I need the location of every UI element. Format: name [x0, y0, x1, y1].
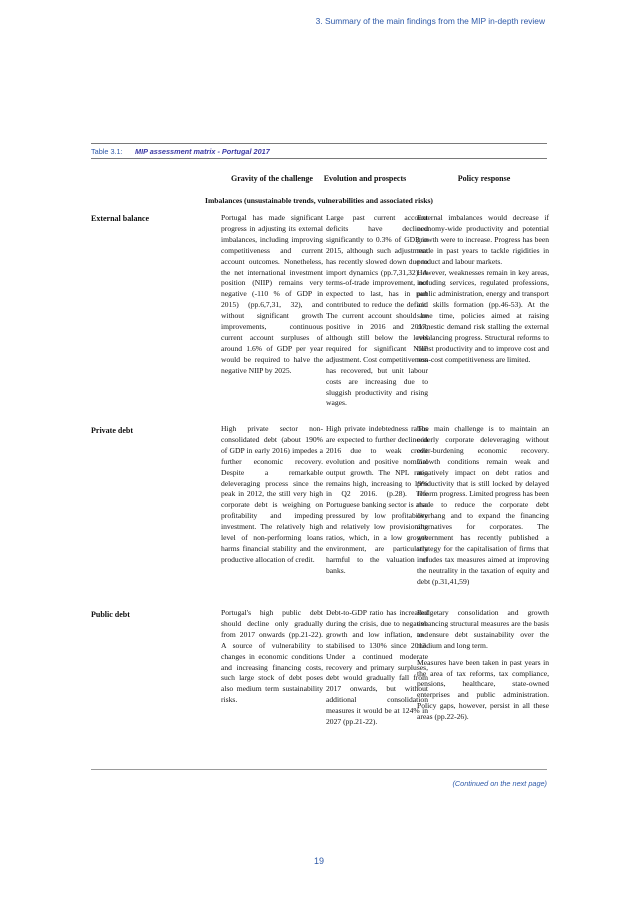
table-top-rule [91, 143, 547, 144]
cell-text: The main challenge is to maintain an orderly corporate deleveraging without over-burdening economic recovery. Growth conditions remain weak and negatively impact on debt ratios and productivity that is still locked by delayed reform progress. Limited progress has been made to reduce the corporate debt overhang and to expand the financing alternatives for corporates. The government has recently published a strategy for the capitalisation of firms that includes tax measures aimed at improving the neutrality in the taxation of equity and debt (p.31,41,59) [417, 424, 550, 586]
column-header-policy: Policy response [457, 174, 511, 183]
cell-external-evolution [326, 213, 428, 415]
table-title: MIP assessment matrix - Portugal 2017 [135, 147, 270, 156]
continued-note: (Continued on the next page) [452, 779, 547, 788]
cell-external-policy [417, 213, 549, 372]
row-label-external-balance: External balance [91, 214, 149, 223]
cell-text: Large past current account deficits have declined significantly to 0.3% of GDP in 2015, although such adjustment has recently slowed down due to import dynamics (pp.7,31,32). A terms-of-trade improvement, not expected to last, has in part contributed to reduce the deficit. The current account should be positive in 2016 and 2017, although still below the level required for significant NIIP adjustment. Cost competitiveness has recovered, but unit labour costs are increasing due to sluggish productivity and rising wages. [326, 213, 428, 408]
cell-private-gravity [221, 424, 323, 572]
cell-text: High private sector non-consolidated debt (about 190% of GDP in early 2016) impedes a further economic recovery. Despite a remarkable deleveraging process since the peak in 2012, the still very high corporate debt is weighing on profitability and impeding investment. The relatively high level of non-performing loans harms financial stability and the productive allocation of credit. [221, 424, 323, 564]
section-heading: Imbalances (unsustainable trends, vulnerabilities and associated risks) [205, 196, 433, 205]
cell-text: External imbalances would decrease if economy-wide productivity and potential growth were to increase. Progress has been made in past years to tackle rigidities in product and labour markets. [417, 213, 549, 266]
cell-text: Budgetary consolidation and growth enhancing structural measures are the basis to ensure debt sustainability over the medium and long term. [417, 608, 549, 650]
cell-text: Portugal's high public debt should decline only gradually from 2017 onwards (pp.21-22). A source of vulnerability to changes in economic conditions and increasing financing costs, such large stock of debt poses also medium term sustainability risks. [221, 608, 323, 705]
cell-public-gravity [221, 608, 323, 712]
cell-private-policy [417, 424, 549, 594]
column-header-evolution: Evolution and prospects [323, 174, 407, 183]
row-label-public-debt: Public debt [91, 610, 130, 619]
cell-public-policy [417, 608, 549, 729]
cell-external-gravity [221, 213, 323, 383]
running-header: 3. Summary of the main findings from the MIP in-depth review [315, 16, 545, 26]
column-header-gravity: Gravity of the challenge [231, 174, 313, 183]
table-caption [91, 147, 547, 156]
cell-public-evolution [326, 608, 428, 734]
table-bottom-rule [91, 769, 547, 770]
page-number: 19 [313, 856, 324, 866]
cell-text: However, weaknesses remain in key areas, including services, regulated professions, public administration, energy and transport and skills formation (pp.46-53). At the same time, policies aimed at raising domestic demand risk stalling the external rebalancing progress. Structural reforms to boost productivity and to improve cost and non-cost competitiveness are limited. [417, 267, 549, 364]
cell-private-evolution [326, 424, 428, 583]
table-label: Table 3.1: [91, 147, 123, 156]
cell-text: High private indebtedness ratios are expected to further decline in 2016 due to weak credit evolution and positive nominal output growth. The NPL ratio remains high, increasing to 19% in Q2 2016. (p.28). The Portuguese banking sector is also pressured by low profitability and relatively low provisioning ratios, which, in a low growth environment, are particularly harmful to the valuation of banks. [326, 424, 428, 575]
row-label-private-debt: Private debt [91, 426, 133, 435]
cell-text: Measures have been taken in past years in the area of tax reforms, tax compliance, pensions, healthcare, state-owned enterprises and public administration. Policy gaps, however, persist in all these areas (pp.22-26). [417, 657, 549, 722]
caption-rule [91, 158, 547, 159]
cell-text: Debt-to-GDP ratio has increased during the crisis, due to negative growth and low inflation, and stabilised to 130% since 2013. Under a continued moderate recovery and primary surpluses, debt would gradually fall from 2017 onwards, but without additional consolidation measures it would be at 124% in 2027 (pp.21-22). [326, 608, 428, 727]
cell-text: Portugal has made significant progress in adjusting its external imbalances, including improving competitiveness and current account outcomes. Nonetheless, the net international investment position (NIIP) remains very negative (-110 % of GDP in 2015) (pp.6,7,31, 32), and without significant growth improvements, continuous current account surpluses of around 1.6% of GDP per year would be required to halve the negative NIIP by 2025. [221, 213, 323, 375]
